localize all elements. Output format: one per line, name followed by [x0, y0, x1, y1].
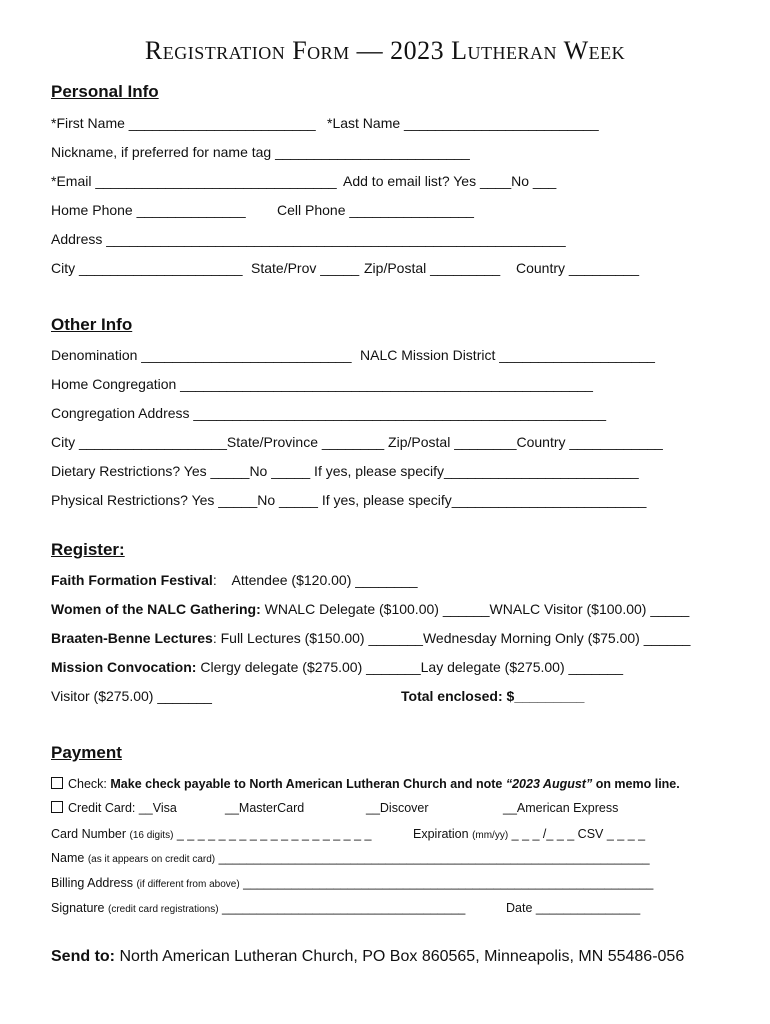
lectures-label: Braaten-Benne Lectures [51, 630, 213, 646]
check-memo-quote: “2023 August” [505, 777, 593, 791]
email-field[interactable]: *Email _______________________________ [51, 173, 337, 189]
lectures-options[interactable]: : Full Lectures ($150.00) _______Wednesday Morning Only ($75.00) ______ [212, 630, 691, 646]
email-list-field[interactable]: Add to email list? Yes ____No ___ [343, 173, 557, 189]
home-congregation-field[interactable]: Home Congregation _____________________________________________________ [51, 376, 593, 392]
expiration-field[interactable]: Expiration (mm/yy) _ _ _ /_ _ _ CSV _ _ _ _ [413, 827, 646, 841]
women-gathering-options[interactable]: WNALC Delegate ($100.00) ______WNALC Visitor ($100.00) _____ [260, 601, 690, 617]
denomination-field[interactable]: Denomination ___________________________ [51, 347, 352, 363]
form-title: Registration Form — 2023 Lutheran Week [144, 36, 626, 65]
card-number-field[interactable]: Card Number (16 digits) _ _ _ _ _ _ _ _ _ _ _ _ _ _ _ _ _ _ _ [51, 827, 372, 841]
zip-field[interactable]: Zip/Postal _________ [364, 260, 501, 276]
check-instructions: Make check payable to North American Lutheran Church and note [110, 777, 506, 791]
personal-info-heading: Personal Info [51, 82, 159, 101]
date-field[interactable]: Date _______________ [506, 901, 641, 915]
lectures-line[interactable] [51, 630, 690, 646]
send-to-address [51, 948, 684, 966]
physical-restrictions-field[interactable]: Physical Restrictions? Yes _____No _____ If yes, please specify_________________________ [51, 492, 647, 508]
billing-address-field[interactable]: Billing Address (if different from above) ___________________________________________________________ [51, 876, 654, 890]
total-enclosed-field[interactable]: Total enclosed: $_________ [401, 688, 585, 704]
credit-card-checkbox[interactable] [51, 801, 63, 813]
check-checkbox[interactable] [51, 777, 63, 789]
last-name-field[interactable]: *Last Name _________________________ [327, 115, 599, 131]
cardholder-name-field[interactable]: Name (as it appears on credit card) ______________________________________________________________ [51, 851, 650, 865]
country-field[interactable]: Country _________ [516, 260, 639, 276]
congregation-address-field[interactable]: Congregation Address _____________________________________________________ [51, 405, 607, 421]
amex-option[interactable]: __American Express [503, 801, 619, 815]
mission-convocation-options[interactable]: Clergy delegate ($275.00) _______Lay delegate ($275.00) _______ [196, 659, 624, 675]
mission-convocation-label: Mission Convocation: [51, 659, 197, 675]
faith-formation-line[interactable] [51, 572, 418, 588]
home-phone-field[interactable]: Home Phone ______________ [51, 202, 246, 218]
visitor-field[interactable]: Visitor ($275.00) _______ [51, 688, 212, 704]
register-heading: Register: [51, 540, 125, 559]
payment-heading: Payment [51, 743, 122, 762]
faith-formation-label: Faith Formation Festival [51, 572, 213, 588]
send-to-label: Send to: [51, 948, 115, 965]
women-gathering-line[interactable] [51, 601, 689, 617]
mission-district-field[interactable]: NALC Mission District ____________________ [360, 347, 655, 363]
mission-convocation-line[interactable] [51, 659, 623, 675]
nickname-field[interactable]: Nickname, if preferred for name tag _________________________ [51, 144, 470, 160]
dietary-restrictions-field[interactable]: Dietary Restrictions? Yes _____No _____ If yes, please specify_________________________ [51, 463, 639, 479]
discover-option[interactable]: __Discover [366, 801, 429, 815]
cell-phone-field[interactable]: Cell Phone ________________ [277, 202, 474, 218]
state-field[interactable]: State/Prov _____ [251, 260, 360, 276]
check-label: Check: [68, 777, 111, 791]
mastercard-option[interactable]: __MasterCard [225, 801, 305, 815]
congregation-city-field[interactable]: City ___________________State/Province ________ Zip/Postal ________Country ____________ [51, 434, 663, 450]
other-info-heading: Other Info [51, 315, 133, 334]
first-name-field[interactable]: *First Name ________________________ [51, 115, 316, 131]
women-gathering-label: Women of the NALC Gathering: [51, 601, 261, 617]
city-field[interactable]: City _____________________ [51, 260, 243, 276]
faith-formation-options[interactable]: : Attendee ($120.00) ________ [212, 572, 418, 588]
address-field[interactable]: Address ___________________________________________________________ [51, 231, 566, 247]
check-instructions-end: on memo line. [592, 777, 680, 791]
mailing-address: North American Lutheran Church, PO Box 860565, Minneapolis, MN 55486-056 [115, 948, 685, 965]
credit-card-option[interactable] [51, 801, 177, 815]
signature-field[interactable]: Signature (credit card registrations) ___________________________________ [51, 901, 466, 915]
visa-option[interactable]: Credit Card: __Visa [68, 801, 177, 815]
check-option[interactable] [51, 777, 680, 791]
